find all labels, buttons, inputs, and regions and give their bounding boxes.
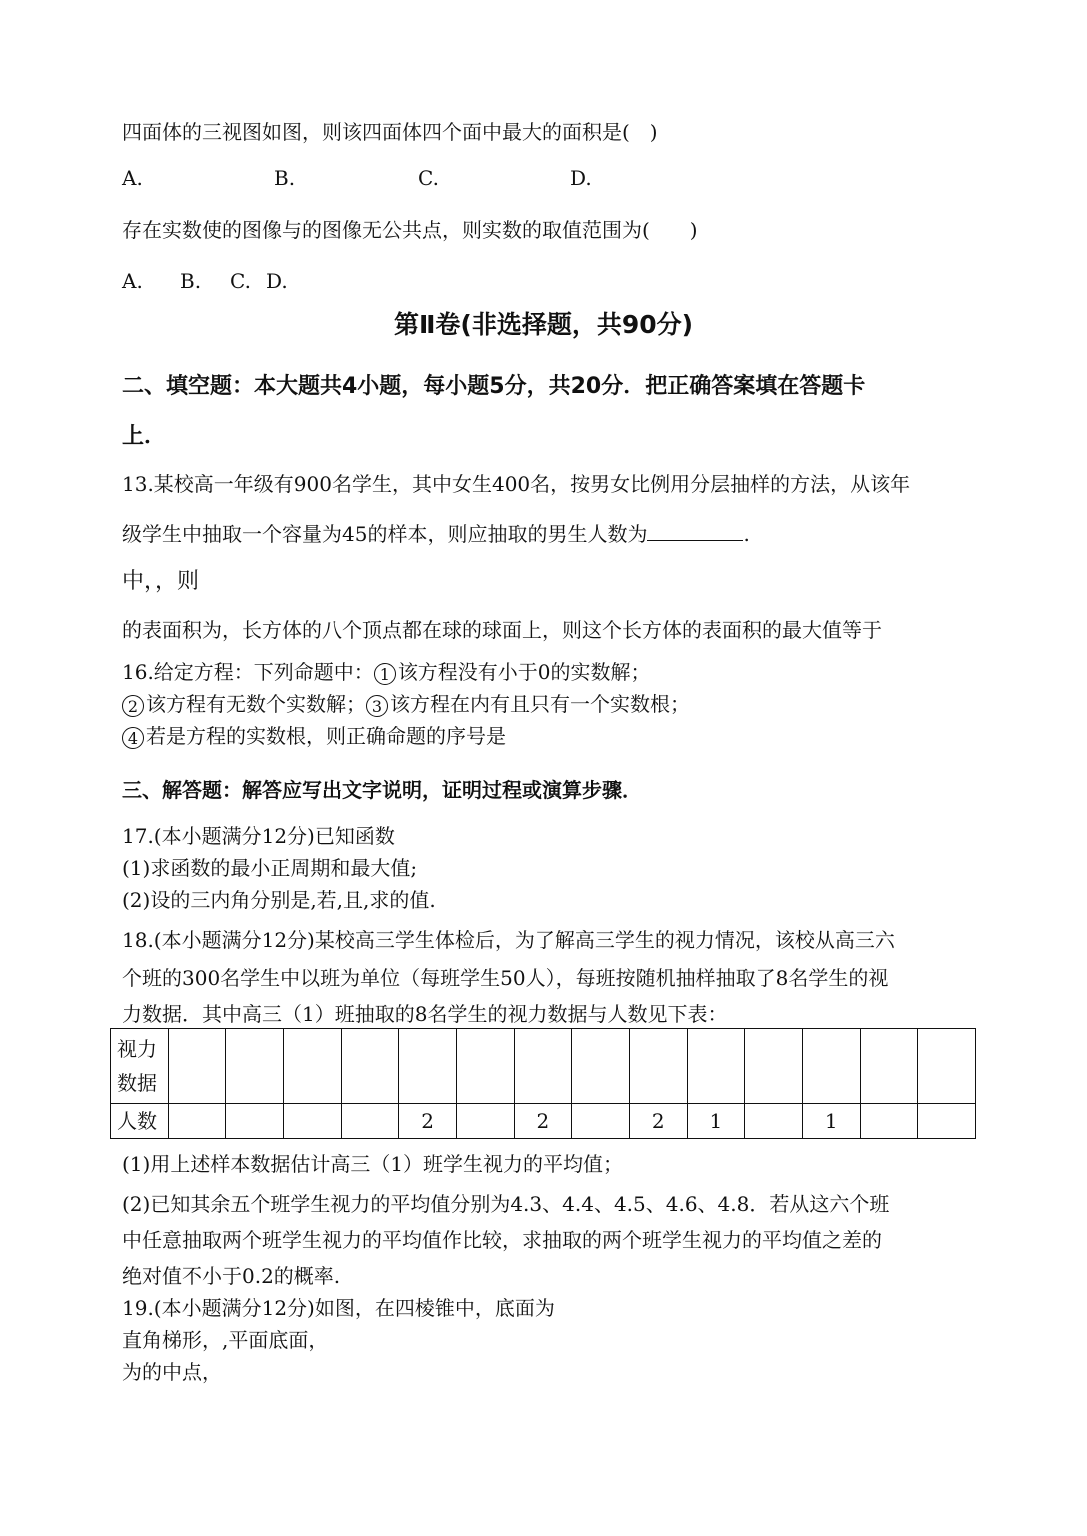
q16-intro: 16.给定方程：下列命题中： (122, 660, 374, 684)
q17-line1: 17.(本小题满分12分)已知函数 (122, 824, 395, 848)
table-cell-count: 1 (687, 1104, 745, 1139)
q16-line2 (122, 690, 690, 718)
q17-line3: (2)设的三内角分别是,若,且,求的值. (122, 888, 436, 912)
table-cell (687, 1029, 745, 1104)
table-header-count: 人数 (111, 1104, 169, 1139)
table-header-vision-data (111, 1029, 169, 1104)
circled-number-3: 3 (366, 695, 388, 717)
vision-data-table (110, 1028, 976, 1139)
q19-line1: 19.(本小题满分12分)如图，在四棱锥中，底面为 (122, 1296, 555, 1320)
table-cell (514, 1029, 572, 1104)
option-d: D. (570, 166, 592, 190)
table-cell (802, 1029, 860, 1104)
option-a: A. (122, 166, 143, 190)
section-two-heading-line2: 上． (122, 424, 167, 449)
table-row-vision-data (111, 1029, 976, 1104)
option-d: D. (266, 269, 288, 293)
table-cell (629, 1029, 687, 1104)
table-cell (860, 1029, 918, 1104)
q18-line2: 个班的300名学生中以班为单位（每班学生50人），每班按随机抽样抽取了8名学生的视 (122, 966, 889, 990)
q16-line3 (122, 722, 506, 750)
q13-line1: 13.某校高一年级有900名学生，其中女生400名，按男女比例用分层抽样的方法，从该年 (122, 472, 911, 496)
q18-sub2-line2: 中任意抽取两个班学生视力的平均值作比较，求抽取的两个班学生视力的平均值之差的 (122, 1228, 882, 1252)
section-three-heading: 三、解答题：解答应写出文字说明，证明过程或演算步骤． (122, 778, 642, 802)
question-graph-text: 存在实数使的图像与的图像无公共点，则实数的取值范围为( ) (122, 218, 698, 242)
q16-proposition-4: 若是方程的实数根，则正确命题的序号是 (146, 724, 506, 748)
table-cell (745, 1029, 803, 1104)
table-row-count (111, 1104, 976, 1139)
circled-number-4: 4 (122, 727, 144, 749)
table-header-line2: 数据 (117, 1071, 157, 1095)
table-cell-count (226, 1104, 284, 1139)
circled-number-1: 1 (374, 663, 396, 685)
q13-line2-text: 级学生中抽取一个容量为45的样本，则应抽取的男生人数为 (122, 522, 648, 546)
table-cell-count (168, 1104, 226, 1139)
table-cell (283, 1029, 341, 1104)
table-cell-count (860, 1104, 918, 1139)
q18-sub2-line3: 绝对值不小于0.2的概率. (122, 1264, 341, 1288)
q18-sub1: (1)用上述样本数据估计高三（1）班学生视力的平均值； (122, 1152, 624, 1176)
table-cell-count: 2 (629, 1104, 687, 1139)
q18-line3: 力数据．其中高三（1）班抽取的8名学生的视力数据与人数见下表： (122, 1002, 728, 1026)
table-cell (399, 1029, 457, 1104)
table-header-line1: 视力 (117, 1037, 157, 1061)
q13-line2 (122, 520, 750, 548)
circled-number-2: 2 (122, 695, 144, 717)
option-b: B. (274, 166, 296, 190)
table-cell-count (918, 1104, 976, 1139)
section-two-heading-line1: 二、填空题：本大题共4小题，每小题5分，共20分．把正确答案填在答题卡 (122, 374, 866, 399)
table-cell (168, 1029, 226, 1104)
q13-line2-end: . (743, 522, 750, 546)
question-tetrahedron-text: 四面体的三视图如图，则该四面体四个面中最大的面积是( ) (122, 120, 658, 144)
q19-line2: 直角梯形，,平面底面， (122, 1328, 329, 1352)
answer-blank (647, 520, 743, 541)
table-cell (341, 1029, 399, 1104)
table-cell-count (572, 1104, 630, 1139)
q18-line1: 18.(本小题满分12分)某校高三学生体检后，为了解高三学生的视力情况，该校从高三六 (122, 928, 895, 952)
option-a: A. (122, 269, 143, 293)
table-cell-count: 2 (399, 1104, 457, 1139)
q16-proposition-3: 该方程在内有且只有一个实数根； (390, 692, 690, 716)
q14-text: 中，，则 (122, 569, 200, 594)
part-two-title: 第Ⅱ卷(非选择题，共90分) (393, 310, 694, 339)
table-cell (572, 1029, 630, 1104)
table-cell-count (341, 1104, 399, 1139)
table-cell-count (283, 1104, 341, 1139)
q15-text: 的表面积为，长方体的八个顶点都在球的球面上，则这个长方体的表面积的最大值等于 (122, 618, 882, 642)
option-b: B. (180, 269, 202, 293)
table-cell-count (456, 1104, 514, 1139)
q16-proposition-2: 该方程有无数个实数解； (146, 692, 366, 716)
table-cell (918, 1029, 976, 1104)
table-cell-count: 2 (514, 1104, 572, 1139)
option-c: C. (418, 166, 439, 190)
q16-proposition-1: 该方程没有小于0的实数解； (397, 660, 651, 684)
q19-line3: 为的中点， (122, 1360, 222, 1384)
table-cell (226, 1029, 284, 1104)
table-cell-count (745, 1104, 803, 1139)
q17-line2: (1)求函数的最小正周期和最大值; (122, 856, 418, 880)
option-c: C. (230, 269, 251, 293)
table-cell (456, 1029, 514, 1104)
table-cell-count: 1 (802, 1104, 860, 1139)
q16-line1 (122, 658, 651, 686)
q18-sub2-line1: (2)已知其余五个班学生视力的平均值分别为4.3、4.4、4.5、4.6、4.8．若从这六个班 (122, 1192, 890, 1216)
